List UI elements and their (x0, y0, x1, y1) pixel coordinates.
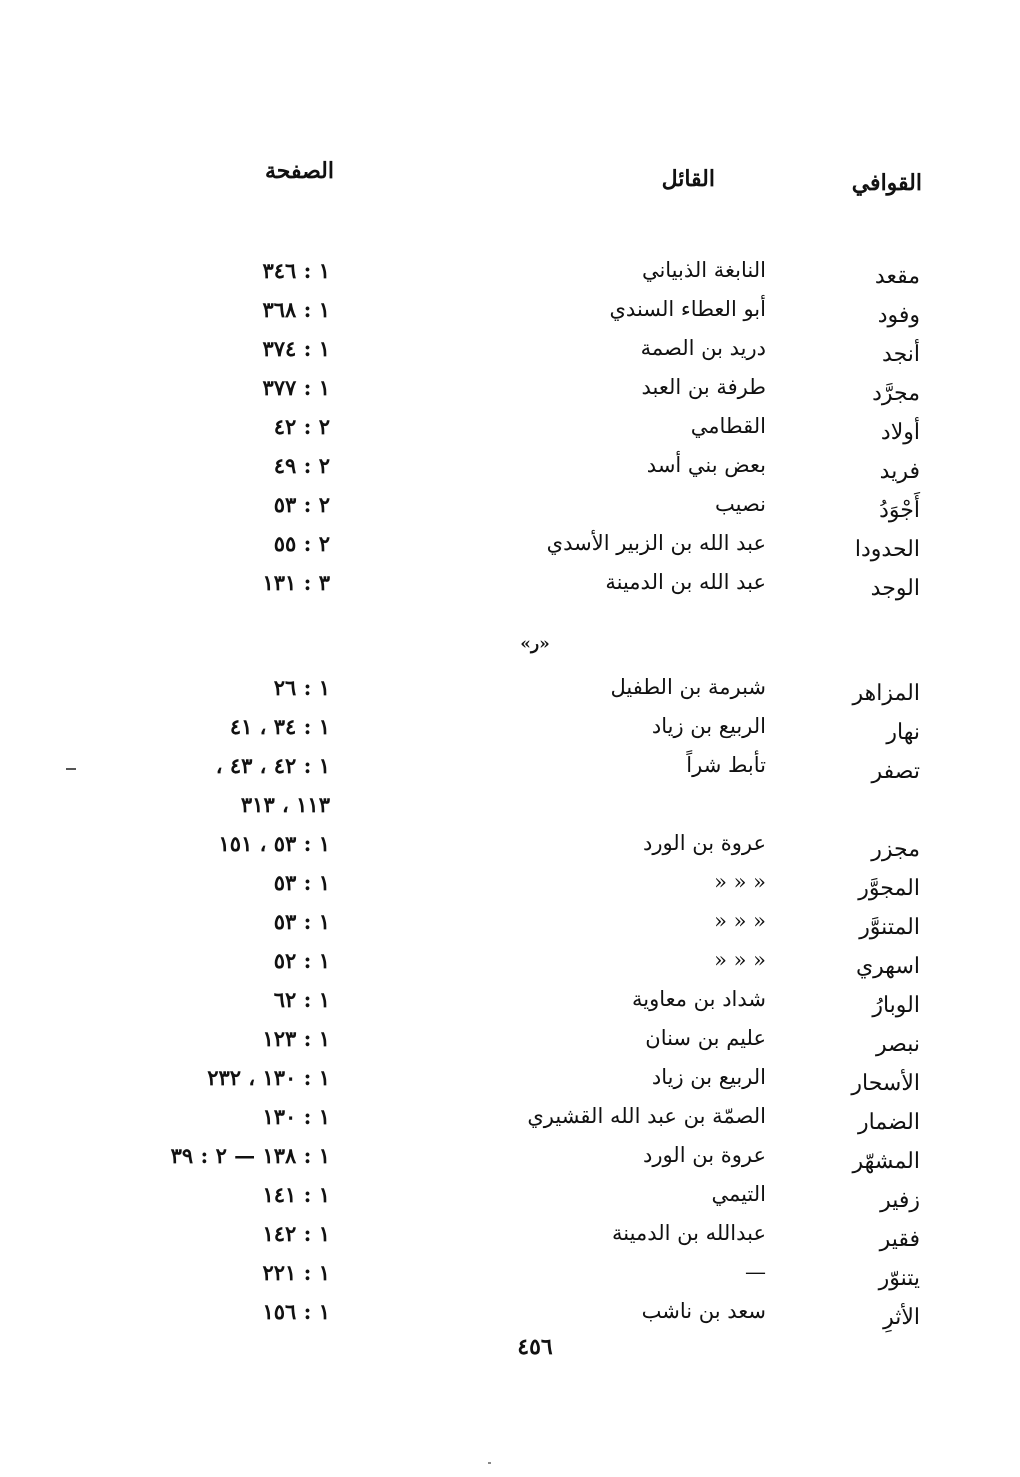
page-ref-cell: ١ : ٣٤٦ (262, 258, 330, 283)
table-row (0, 987, 1020, 1023)
table-row (0, 1221, 1020, 1257)
page-ref-cell: ١ : ٣٤ ، ٤١ (229, 714, 330, 739)
rhyme-cell: مجرَّد (872, 381, 920, 406)
table-row (0, 414, 1020, 450)
page-ref-cell: ١ : ١٥٦ (262, 1299, 330, 1324)
rhyme-cell: يتنوّر (878, 1266, 920, 1291)
table-row-continuation (0, 792, 1020, 828)
section-letter-heading: «ر» (520, 634, 550, 654)
rhyme-cell: الحدودا (854, 537, 920, 562)
poet-cell: عبد الله بن الدمينة (605, 570, 766, 594)
table-row (0, 831, 1020, 867)
rhyme-cell: الأسحار (851, 1071, 920, 1096)
table-row (0, 1260, 1020, 1296)
rhyme-cell: وفود (877, 303, 920, 328)
poet-cell: شداد بن معاوية (631, 987, 766, 1011)
rhyme-cell: الوجد (870, 576, 920, 601)
table-row (0, 1143, 1020, 1179)
poet-cell: أبو العطاء السندي (609, 297, 766, 321)
scan-speck (488, 1462, 491, 1464)
rhyme-cell: الضمار (858, 1110, 920, 1135)
page-ref-cell: ٢ : ٥٥ (273, 531, 330, 556)
table-row (0, 492, 1020, 528)
poet-cell: عليم بن سنان (645, 1026, 766, 1050)
rhyme-cell: فقير (879, 1227, 920, 1252)
page-ref-cell: ١ : ٣٧٤ (262, 336, 330, 361)
table-row (0, 1182, 1020, 1218)
poet-cell: التيمي (711, 1182, 766, 1206)
page-ref-cell: ٢ : ٤٩ (273, 453, 330, 478)
header-page: الصفحة (264, 158, 334, 184)
poet-cell: شبرمة بن الطفيل (610, 675, 766, 699)
poet-cell: النابغة الذبياني (641, 258, 766, 282)
poet-cell: تأبط شراً (686, 753, 766, 777)
page-ref-cell: ١ : ١٣٠ ، ٢٣٢ (207, 1065, 330, 1090)
table-row (0, 531, 1020, 567)
poet-cell: « « « (714, 909, 766, 933)
page-ref-cell: ١ : ٢٦ (273, 675, 330, 700)
rhyme-cell: الأثرِ (883, 1305, 920, 1330)
rhyme-cell: المشهّر (852, 1149, 920, 1174)
rhyme-cell: تصفر (871, 759, 920, 784)
rhyme-cell: نهار (886, 720, 920, 745)
rhyme-cell: أَجْوَدُ (879, 498, 920, 523)
rhyme-cell: الوبارُ (872, 993, 920, 1018)
poet-cell: عبد الله بن الزبير الأسدي (546, 531, 766, 555)
table-row (0, 1065, 1020, 1101)
page-ref-cell: ١ : ١٤٢ (262, 1221, 330, 1246)
poet-cell: نصيب (714, 492, 766, 516)
rhyme-cell: أولاد (880, 420, 920, 445)
page-ref-cell: ١ : ١٣٠ (262, 1104, 330, 1129)
table-row (0, 1299, 1020, 1335)
rhyme-cell: المزاهر (852, 681, 920, 706)
table-row (0, 297, 1020, 333)
page-ref-cell: ١ : ١٢٣ (262, 1026, 330, 1051)
page-ref-cell: ١ : ٦٢ (273, 987, 330, 1012)
rhyme-cell: مقعد (874, 264, 920, 289)
margin-mark (66, 768, 76, 770)
poet-cell: « « « (714, 948, 766, 972)
table-row (0, 453, 1020, 489)
table-row (0, 714, 1020, 750)
header-poet: القائل (661, 166, 715, 192)
rhyme-cell: فريد (879, 459, 920, 484)
poet-cell: طرفة بن العبد (641, 375, 766, 399)
table-row (0, 753, 1020, 789)
page-number: ٤٥٦ (517, 1334, 553, 1360)
page-ref-cell: ١ : ١٤١ (262, 1182, 330, 1207)
table-row (0, 909, 1020, 945)
rhyme-cell: زفير (880, 1188, 920, 1213)
page-ref-cell: ٢ : ٤٢ (273, 414, 330, 439)
page-ref-cell: ١ : ٣٦٨ (262, 297, 330, 322)
table-row (0, 870, 1020, 906)
page-ref-continuation: ١١٣ ، ٣١٣ (240, 792, 330, 817)
poet-cell: دريد بن الصمة (640, 336, 766, 360)
table-row (0, 258, 1020, 294)
rhyme-cell: اسهري (855, 954, 920, 979)
poet-cell: بعض بني أسد (646, 453, 766, 477)
poet-cell: « « « (714, 870, 766, 894)
table-row (0, 375, 1020, 411)
page-ref-cell: ١ : ٥٣ (273, 909, 330, 934)
poet-cell: الربيع بن زياد (651, 1065, 766, 1089)
page-ref-cell: ٣ : ١٣١ (262, 570, 330, 595)
rhyme-cell: أنجد (882, 342, 920, 367)
rhyme-cell: مجزر (871, 837, 920, 862)
page-ref-cell: ١ : ٥٣ (273, 870, 330, 895)
poet-cell: الصمّة بن عبد الله القشيري (527, 1104, 766, 1128)
page-ref-cell: ١ : ٣٧٧ (262, 375, 330, 400)
page-ref-cell: ١ : ٢٢١ (262, 1260, 330, 1285)
poet-cell: القطامي (690, 414, 766, 438)
table-row (0, 570, 1020, 606)
poet-cell: — (745, 1260, 766, 1284)
poet-cell: الربيع بن زياد (651, 714, 766, 738)
poet-cell: سعد بن ناشب (641, 1299, 766, 1323)
table-row (0, 336, 1020, 372)
rhyme-cell: نبصر (876, 1032, 920, 1057)
poet-cell: عروة بن الورد (642, 831, 766, 855)
table-row (0, 1026, 1020, 1062)
page-ref-cell: ١ : ٥٢ (273, 948, 330, 973)
header-rhymes: القوافي (851, 170, 922, 196)
table-row (0, 675, 1020, 711)
poet-cell: عبدالله بن الدمينة (612, 1221, 766, 1245)
page-ref-cell: ١ : ١٣٨ — ٢ : ٣٩ (170, 1143, 330, 1168)
rhyme-cell: المتنوَّر (859, 915, 920, 940)
table-row (0, 1104, 1020, 1140)
table-row (0, 948, 1020, 984)
rhyme-cell: المجوَّر (858, 876, 920, 901)
poet-cell: عروة بن الورد (642, 1143, 766, 1167)
page-ref-cell: ٢ : ٥٣ (273, 492, 330, 517)
page-ref-cell: ١ : ٥٣ ، ١٥١ (218, 831, 330, 856)
page-ref-cell: ١ : ٤٢ ، ٤٣ ، (215, 753, 330, 778)
